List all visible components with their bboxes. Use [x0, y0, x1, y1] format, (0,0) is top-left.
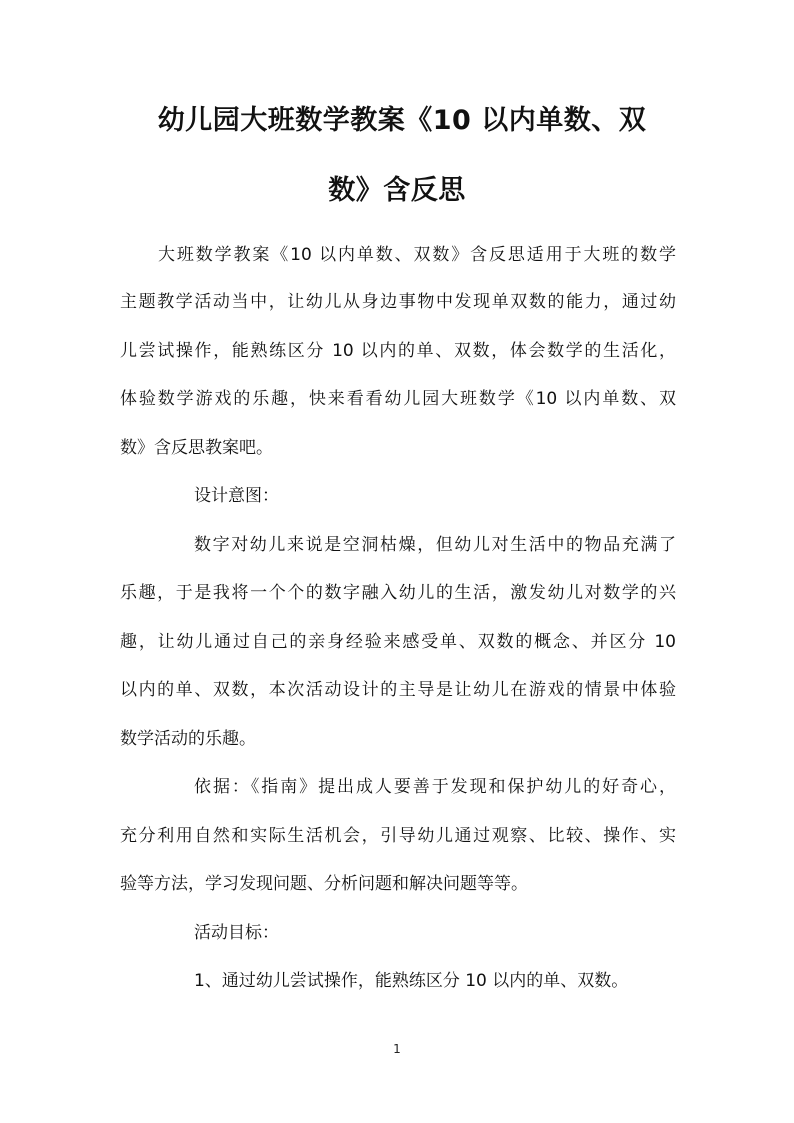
paragraph-line: 数》含反思教案吧。 — [120, 438, 273, 458]
paragraph-line: 体验数学游戏的乐趣，快来看看幼儿园大班数学《10 以内单数、双 — [120, 389, 676, 409]
list-item: 1、通过幼儿尝试操作，能熟练区分 10 以内的单、双数。 — [194, 971, 629, 991]
paragraph-line: 主题教学活动当中，让幼儿从身边事物中发现单双数的能力，通过幼 — [120, 292, 676, 312]
page-number: 1 — [393, 1042, 401, 1056]
paragraph-line: 儿尝试操作，能熟练区分 10 以内的单、双数，体会数学的生活化， — [120, 341, 676, 361]
paragraph-line: 充分利用自然和实际生活机会，引导幼儿通过观察、比较、操作、实 — [120, 826, 676, 846]
paragraph-line: 乐趣，于是我将一个个的数字融入幼儿的生活，激发幼儿对数学的兴 — [120, 583, 676, 603]
paragraph-line: 数学活动的乐趣。 — [120, 729, 256, 749]
paragraph-line: 数字对幼儿来说是空洞枯燥，但幼儿对生活中的物品充满了 — [194, 535, 676, 555]
paragraph-line: 验等方法，学习发现问题、分析问题和解决问题等等。 — [120, 874, 528, 894]
paragraph-line: 大班数学教案《10 以内单数、双数》含反思适用于大班的数学 — [158, 245, 676, 265]
section-heading-activity-goals: 活动目标： — [194, 923, 279, 943]
paragraph-line: 趣，让幼儿通过自己的亲身经验来感受单、双数的概念、并区分 10 — [120, 632, 676, 652]
document-title-line-1: 幼儿园大班数学教案《10 以内单数、双 — [157, 105, 647, 136]
paragraph-line: 以内的单、双数，本次活动设计的主导是让幼儿在游戏的情景中体验 — [120, 680, 676, 700]
paragraph-line: 依据：《指南》提出成人要善于发现和保护幼儿的好奇心， — [194, 777, 676, 797]
document-title-line-2: 数》含反思 — [328, 175, 466, 206]
section-heading-design-intent: 设计意图： — [194, 486, 279, 506]
